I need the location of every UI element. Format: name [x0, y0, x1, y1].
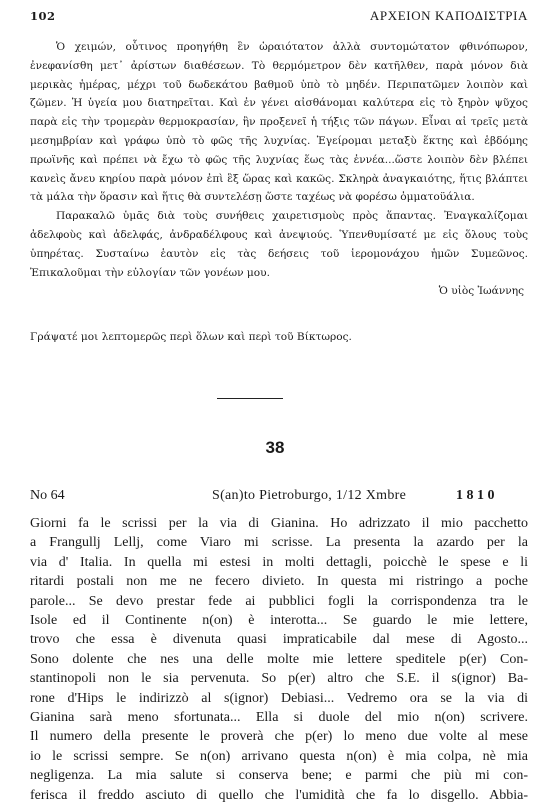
archive-number: No 64 — [30, 488, 65, 503]
text-line: trovo che essa è divenuta quasi impraticabile dal mese di Agosto... — [30, 632, 528, 648]
text-line: parole... Se devo prestar fede ai pubblici fogli la corrispondenza tra le — [30, 593, 528, 609]
letter-year: 1810 — [456, 488, 498, 503]
text-line: rone d'Hips le indirizzò al s(ignor) Debiasi... Vedremo ora se la via di — [30, 690, 528, 706]
letter-meta — [30, 488, 528, 508]
text-line: io le scrissi sempre. Se n(on) arrivano questa n(on) è mia colpa, nè mia — [30, 748, 528, 764]
greek-paragraph-2: Παρακαλῶ ὑμᾶς διὰ τοὺς συνήθεις χαιρετισμοὺς πρὸς ἅπαντας. Ἐναγκαλίζομαι ἀδελφοὺς καὶ ἀδελφάς, ἀνδραδέλφους καὶ ἀνεψιούς. Ὑπενθυμίσατέ με εἰς ὅλους τοὺς ὑπηρέτας. Συσταίνω ἑαυτὸν εἰς τὰς δεήσεις τοῦ ἱερομονάχου ἡμῶν Συμεῶνος. Ἐπικαλοῦμαι τὴν εὐλογίαν τῶν γονέων μου. — [30, 210, 528, 279]
text-line: negligenza. La mia salute si conserva bene; e parmi che più mi con- — [30, 768, 528, 784]
text-line: ritardi postali non me ne fecero divieto. In questa mi ristringo a poche — [30, 574, 528, 590]
running-header — [30, 8, 528, 28]
text-line: Giorni fa le scrissi per la via di Gianina. Ho adrizzato il mio pacchetto — [30, 516, 528, 531]
text-line: Isole ed il Continente n(on) è interotta... Se guardo le mie lettere, — [30, 613, 528, 629]
section-separator — [217, 398, 283, 399]
running-title: ΑΡΧΕΙΟΝ ΚΑΠΟΔΙΣΤΡΙΑ — [369, 8, 528, 23]
text-line: ferisca il freddo asciuto di quello che l'umidità che fa lo disgello. Abbia- — [30, 787, 528, 803]
text-line: Gianina sarà meno sfortunata... Ella si duole del mio n(on) scrivere. — [30, 710, 528, 726]
page-number: 102 — [30, 9, 56, 23]
text-line: via d' Italia. In quella mi estesi in molti dettagli, poicchè le spese e li — [30, 554, 528, 570]
text-line: Il numero della presente le proverà che p(er) lo meno due volte al mese — [30, 729, 528, 745]
text-line: stantinopoli non le sia pervenuta. So p(er) altro che S.E. il s(ignor) Ba- — [30, 671, 528, 687]
postscript: Γράψατέ μοι λεπτομερῶς περὶ ὅλων καὶ περὶ τοῦ Βίκτωρος. — [30, 331, 352, 343]
document-number: 38 — [265, 438, 285, 457]
place-date: S(an)to Pietroburgo, 1/12 Xmbre — [212, 488, 407, 503]
italian-letter-body — [30, 514, 528, 805]
greek-letter-body — [30, 38, 528, 301]
letter-signature: Ὁ υἱὸς Ἰωάννης — [438, 285, 524, 298]
greek-paragraph-1: Ὁ χειμών, οὗτινος προηγήθη ἓν ὡραιότατον ἀλλὰ συντομώτατον φθινόπωρον, ἐνεφανίσθη μετ᾽ ἀρίστων διαθέσεων. Τὸ θερμόμετρον δὲν κατῆλθεν, παρὰ μόνον διὰ μερικὰς ἡμέρας, μέχρι τοῦ δωδεκάτου βαθμοῦ ὑπὸ τὸ μηδέν. Περιπατῶμεν λοιπὸν καὶ ζῶμεν. Ἡ ὑγεία μου διατηρεῖται. Καὶ ἐν γένει αἰσθάνομαι καλύτερα εἰς τὸ ξηρὸν ψῦχος παρὰ εἰς τὴν τρομερὰν θερμοκρασίαν, ἢν προξενεῖ ἡ τήξις τῶν πάγων. Εἶναι αἱ τρεῖς μετὰ μεσημβρίαν καὶ γράφω ὑπὸ τὸ φῶς τῆς λυχνίας. Ἐγείρομαι μεταξὺ ἕκτης καὶ ἑβδόμης πρωϊνῆς καὶ πρέπει νὰ ἔχω τὸ φῶς τῆς λυχνίας ἕως τὰς ἐννέα...ὥστε λοιπὸν δὲν βλέπει κανεὶς ἄνευ κηρίου παρὰ μόνον ἐπὶ ἓξ ὥρας καὶ κακῶς. Σκληρὰ ἀναγκαιότης, ἥτις βλάπτει τὰ μάλα τὴν ὅρασιν καὶ ἥτις θὰ συντελέσῃ ὥστε ταχέως νὰ φορέσω ὀμματοϋάλια. — [30, 41, 528, 204]
text-line: Sono dolente che nes una delle molte mie lettere speditele p(er) Con- — [30, 651, 528, 667]
text-line: a Frangullj Lellj, come Viaro mi scrisse. La presenta la azardo per la — [30, 535, 528, 551]
